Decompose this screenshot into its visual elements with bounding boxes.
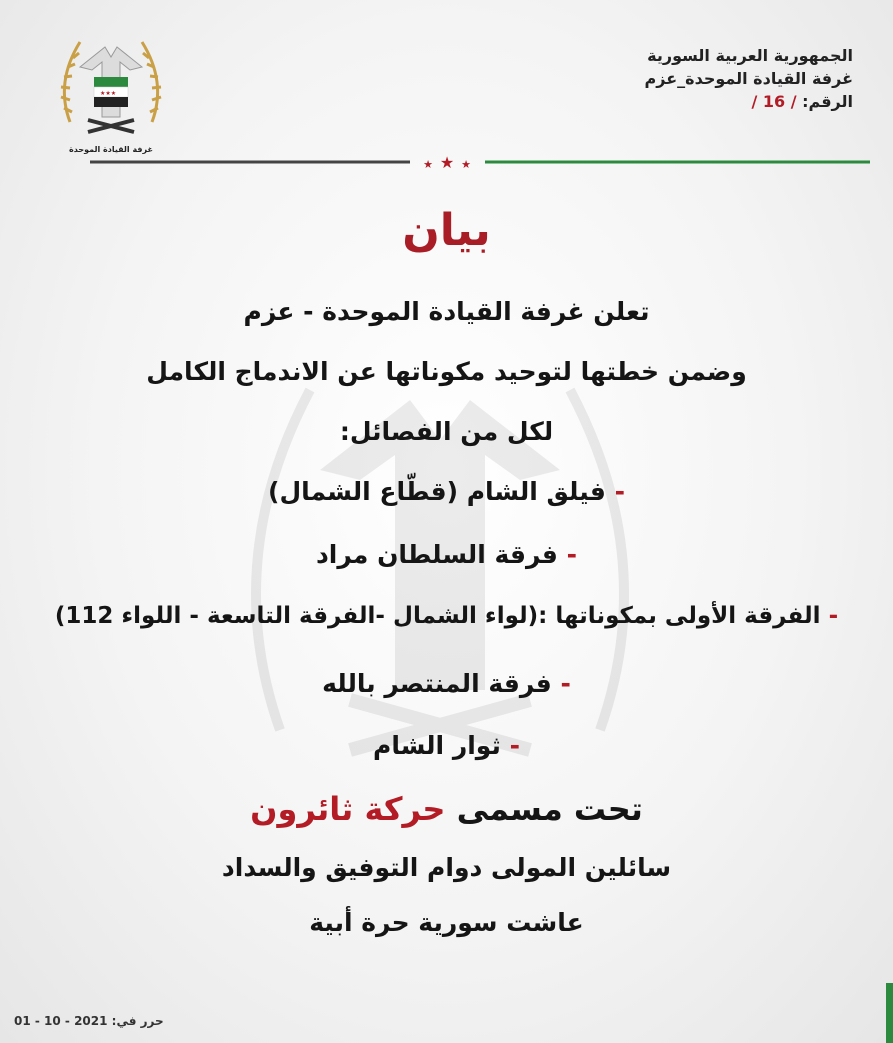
issue-date	[14, 1014, 164, 1028]
faction-item: - ثوار الشام	[373, 731, 520, 760]
eagle-emblem-icon	[50, 22, 172, 157]
faction-label: فرقة المنتصر بالله	[322, 669, 552, 698]
faction-item: - الفرقة الأولى بمكوناتها :(لواء الشمال -الفرقة التاسعة - اللواء 112)	[54, 603, 839, 629]
faction-item: - فرقة المنتصر بالله	[322, 669, 571, 698]
header-divider	[90, 152, 870, 172]
name-prefix: تحت مسمى	[456, 790, 643, 828]
country-name: الجمهورية العربية السورية	[647, 46, 853, 65]
svg-text:★: ★	[461, 158, 471, 171]
number-label: الرقم:	[802, 92, 853, 111]
date-label: حرر في:	[111, 1014, 164, 1028]
number-value: / 16 /	[751, 92, 797, 111]
intro-line-2: وضمن خطتها لتوحيد مكوناتها عن الاندماج الكامل	[146, 357, 747, 386]
letterhead	[645, 44, 853, 113]
logo-caption: غرفة القيادة الموحدة	[69, 145, 153, 154]
svg-text:★★★: ★★★	[100, 90, 117, 97]
corner-accent-bar	[886, 983, 893, 1043]
faction-item: - فرقة السلطان مراد	[315, 540, 578, 569]
faction-item: - فيلق الشام (قطّاع الشمال)	[268, 477, 625, 506]
svg-text:★: ★	[439, 153, 455, 172]
date-value: 01 - 10 - 2021	[14, 1014, 108, 1028]
statement-title: بيان	[402, 205, 491, 256]
intro-line-3: لكل من الفصائل:	[339, 417, 554, 446]
faction-label: الفرقة الأولى بمكوناتها :(لواء الشمال -الفرقة التاسعة - اللواء 112)	[54, 603, 821, 629]
document-number	[645, 90, 853, 113]
faction-label: فيلق الشام (قطّاع الشمال)	[268, 477, 606, 506]
closing-line-1: سائلين المولى دوام التوفيق والسداد	[221, 853, 672, 882]
movement-name-line	[0, 790, 893, 828]
faction-label: ثوار الشام	[373, 731, 501, 760]
movement-name: حركة ثائرون	[250, 790, 446, 828]
intro-line-1: تعلن غرفة القيادة الموحدة - عزم	[243, 297, 650, 326]
org-name: غرفة القيادة الموحدة_عزم	[644, 69, 853, 88]
closing-line-2: عاشت سورية حرة أبية	[309, 908, 584, 937]
svg-text:★: ★	[423, 158, 433, 171]
faction-label: فرقة السلطان مراد	[315, 540, 558, 569]
